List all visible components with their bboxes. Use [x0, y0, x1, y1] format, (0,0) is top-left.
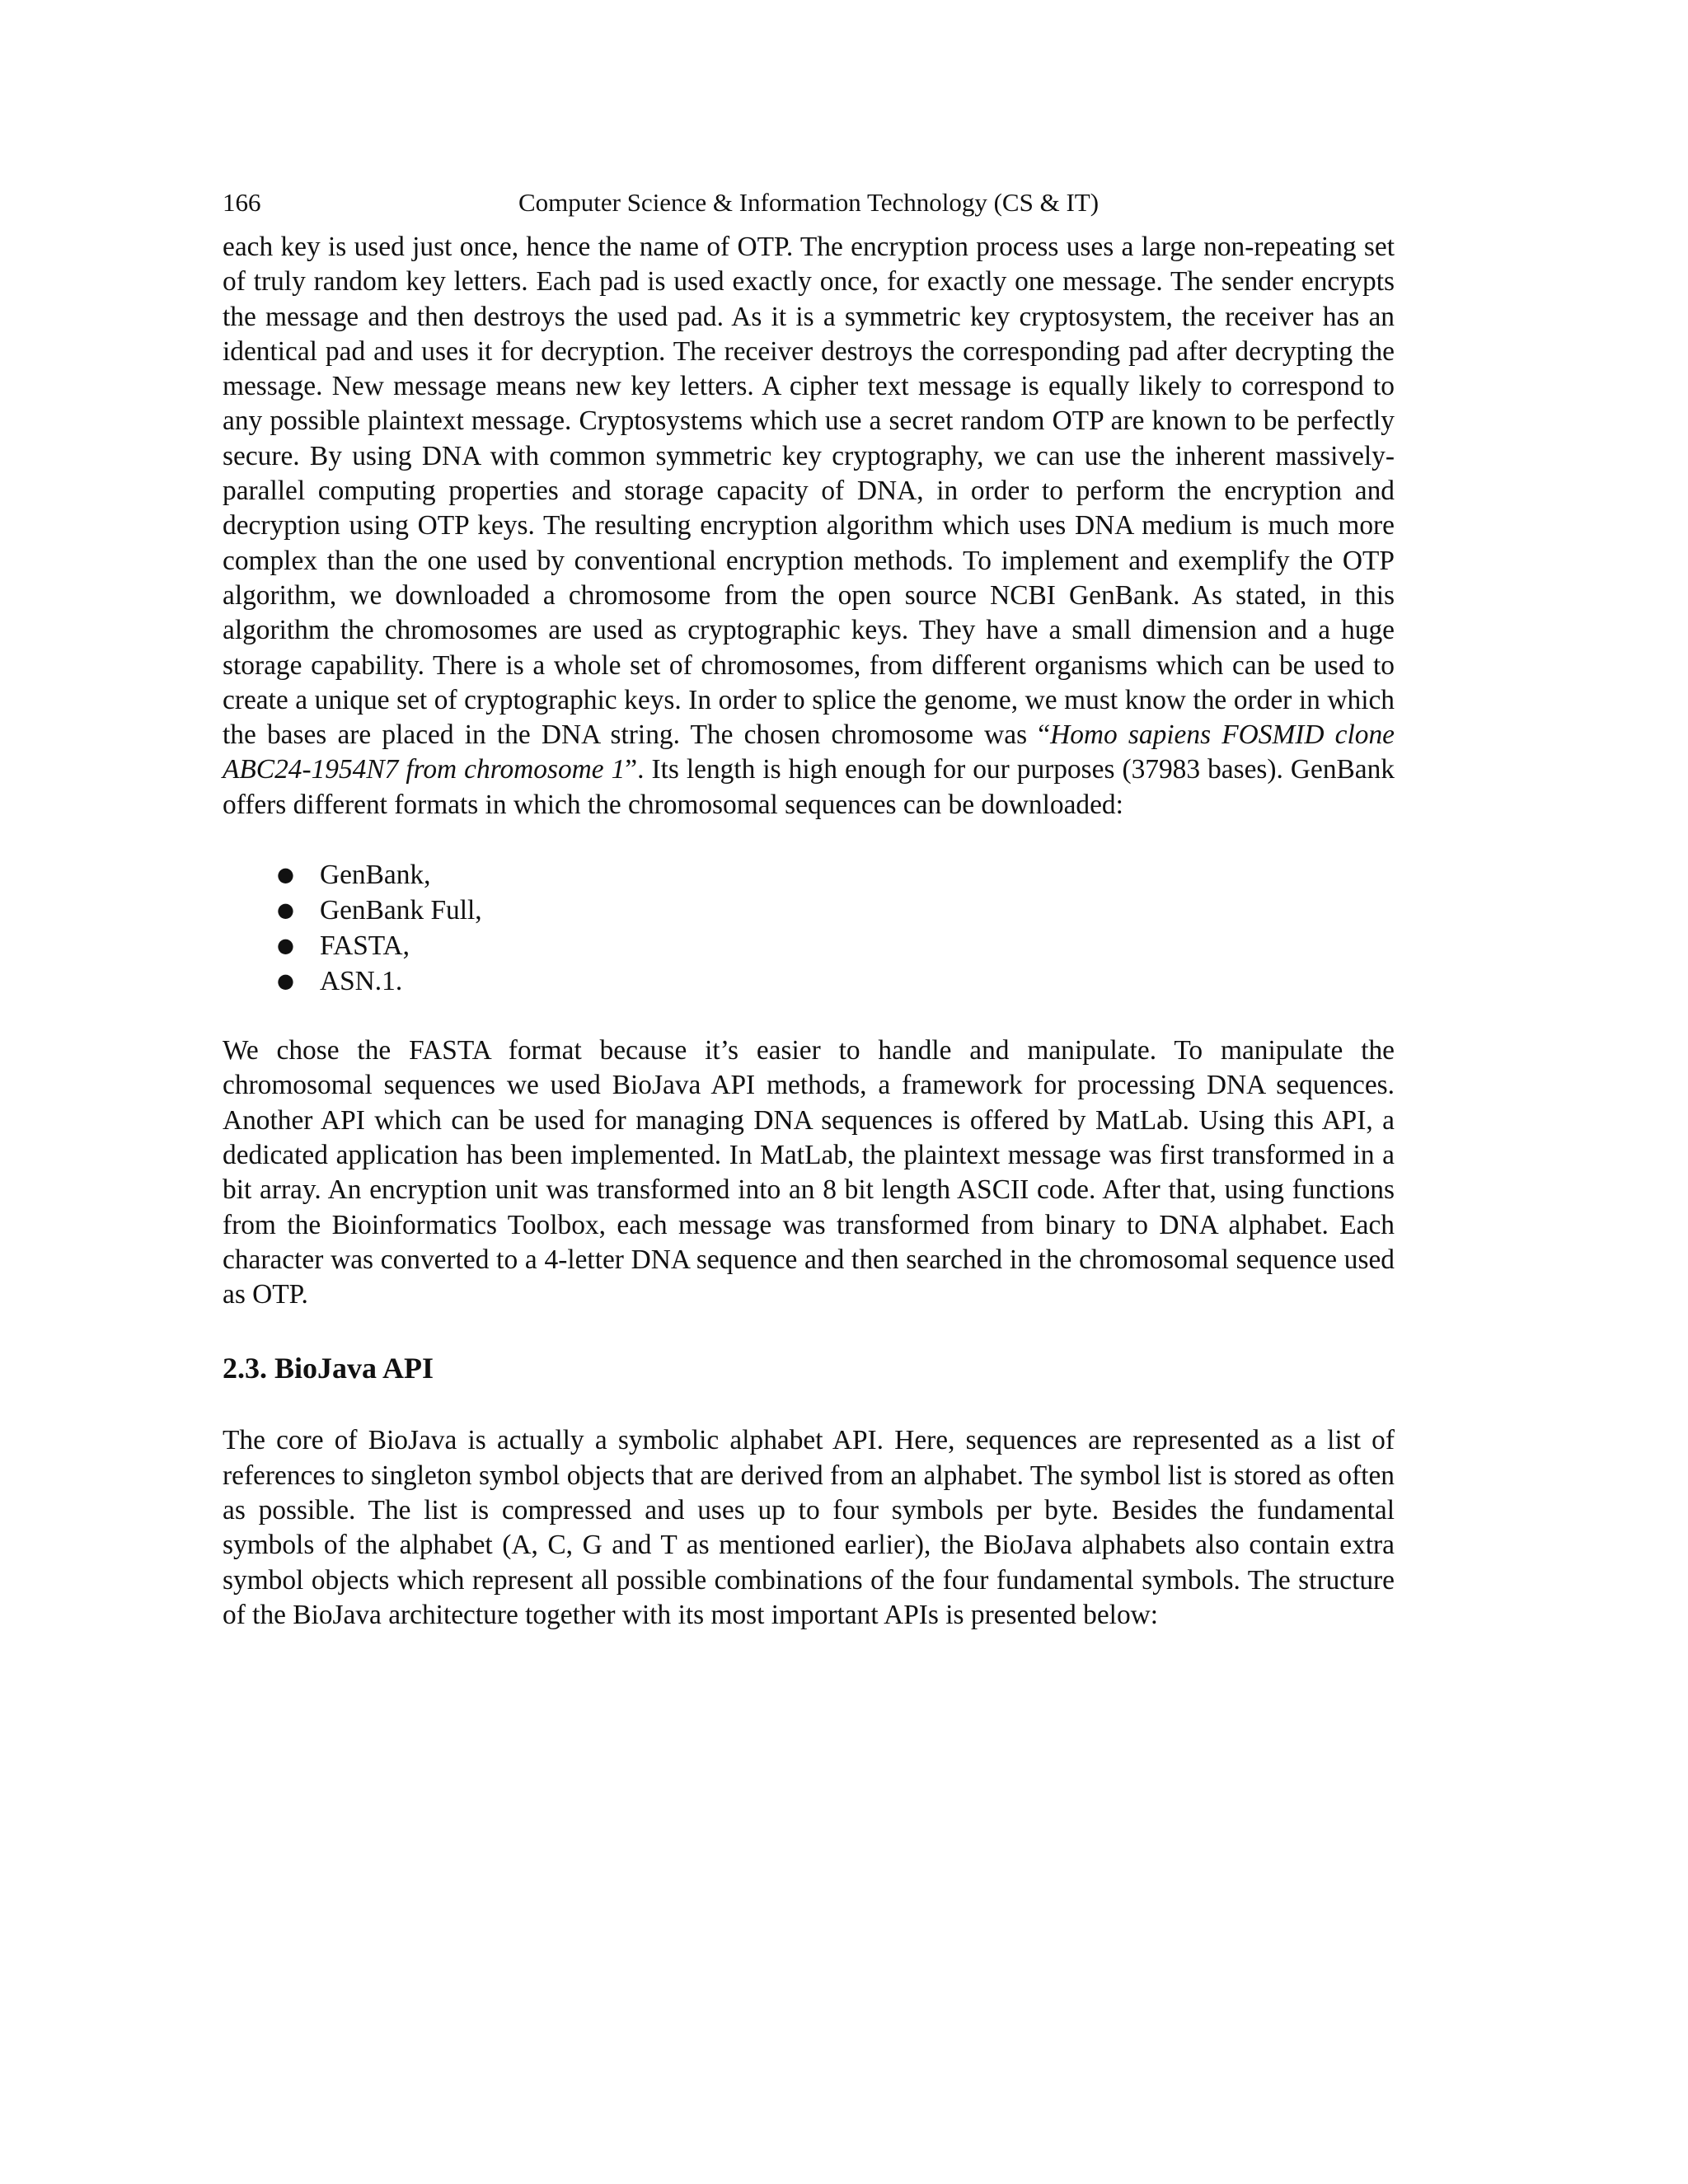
list-item-label: GenBank Full, [320, 895, 482, 926]
list-item [223, 857, 1395, 893]
bullet-icon: ● [277, 934, 294, 958]
list-item-label: ASN.1. [320, 966, 403, 997]
paragraph-biojava: The core of BioJava is actually a symbolic alphabet API. Here, sequences are represented as a list of references to singleton symbol objects that are derived from an alphabet. The symbol list is stored as often as possible. The list is compressed and uses up to four symbols per byte. Besides the fundamental symbols of the alphabet (A, C, G and T as mentioned earlier), the BioJava alphabets also contain extra symbol objects which represent all possible combinations of the four fundamental symbols. The structure of the BioJava architecture together with its most important APIs is presented below: [223, 1425, 1395, 1630]
paragraph-otp-text-a: each key is used just once, hence the name of OTP. The encryption process uses a large non-repeating set of truly random key letters. Each pad is used exactly once, for exactly one message. The sender encrypts the message and then destroys the used pad. As it is a symmetric key cryptosystem, the receiver has an identical pad and uses it for decryption. The receiver destroys the corresponding pad after decrypting the message. New message means new key letters. A cipher text message is equally likely to correspond to any possible plaintext message. Cryptosystems which use a secret random OTP are known to be perfectly secure. By using DNA with common symmetric key cryptography, we can use the inherent massively-parallel computing properties and storage capacity of DNA, in order to perform the encryption and decryption using OTP keys. The resulting encryption algorithm which uses DNA medium is much more complex than the one used by conventional encryption methods. To implement and exemplify the OTP algorithm, we downloaded a chromosome from the open source NCBI GenBank. As stated, in this algorithm the chromosomes are used as cryptographic keys. They have a small dimension and a huge storage capability. There is a whole set of chromosomes, from different organisms which can be used to create a unique set of cryptographic keys. In order to splice the genome, we must know the order in which the bases are placed in the DNA string. The chosen chromosome was “ [223, 232, 1395, 751]
chromosome-name: Homo sapiens FOSMID clone ABC24-1954N7 from chromosome 1 [223, 719, 1395, 785]
running-header [223, 183, 1395, 223]
paragraph-otp-text-b: ”. Its length is high enough for our purposes (37983 bases). GenBank offers different formats in which the chromosomal sequences can be downloaded: [223, 754, 1395, 820]
journal-title: Computer Science & Information Technology (CS & IT) [518, 188, 1100, 217]
bullet-icon: ● [277, 863, 294, 887]
list-item [223, 928, 1395, 963]
list-item-label: GenBank, [320, 860, 431, 891]
list-item [223, 893, 1395, 928]
section-heading: 2.3. BioJava API [223, 1352, 434, 1385]
page-number: 166 [223, 188, 261, 217]
bullet-icon: ● [277, 969, 294, 993]
bullet-icon: ● [277, 898, 294, 922]
format-list [223, 857, 1395, 999]
paragraph-otp [223, 230, 1395, 823]
paragraph-fasta: We chose the FASTA format because it’s easier to handle and manipulate. To manipulate the chromosomal sequences we used BioJava API methods, a framework for processing DNA sequences. Another API which can be used for managing DNA sequences is offered by MatLab. Using this API, a dedicated application has been implemented. In MatLab, the plaintext message was first transformed in a bit array. An encryption unit was transformed into an 8 bit length ASCII code. After that, using functions from the Bioinformatics Toolbox, each message was transformed from binary to DNA alphabet. Each character was converted to a 4-letter DNA sequence and then searched in the chromosomal sequence used as OTP. [223, 1035, 1395, 1310]
list-item-label: FASTA, [320, 930, 410, 962]
page [223, 183, 1395, 1633]
list-item [223, 963, 1395, 999]
